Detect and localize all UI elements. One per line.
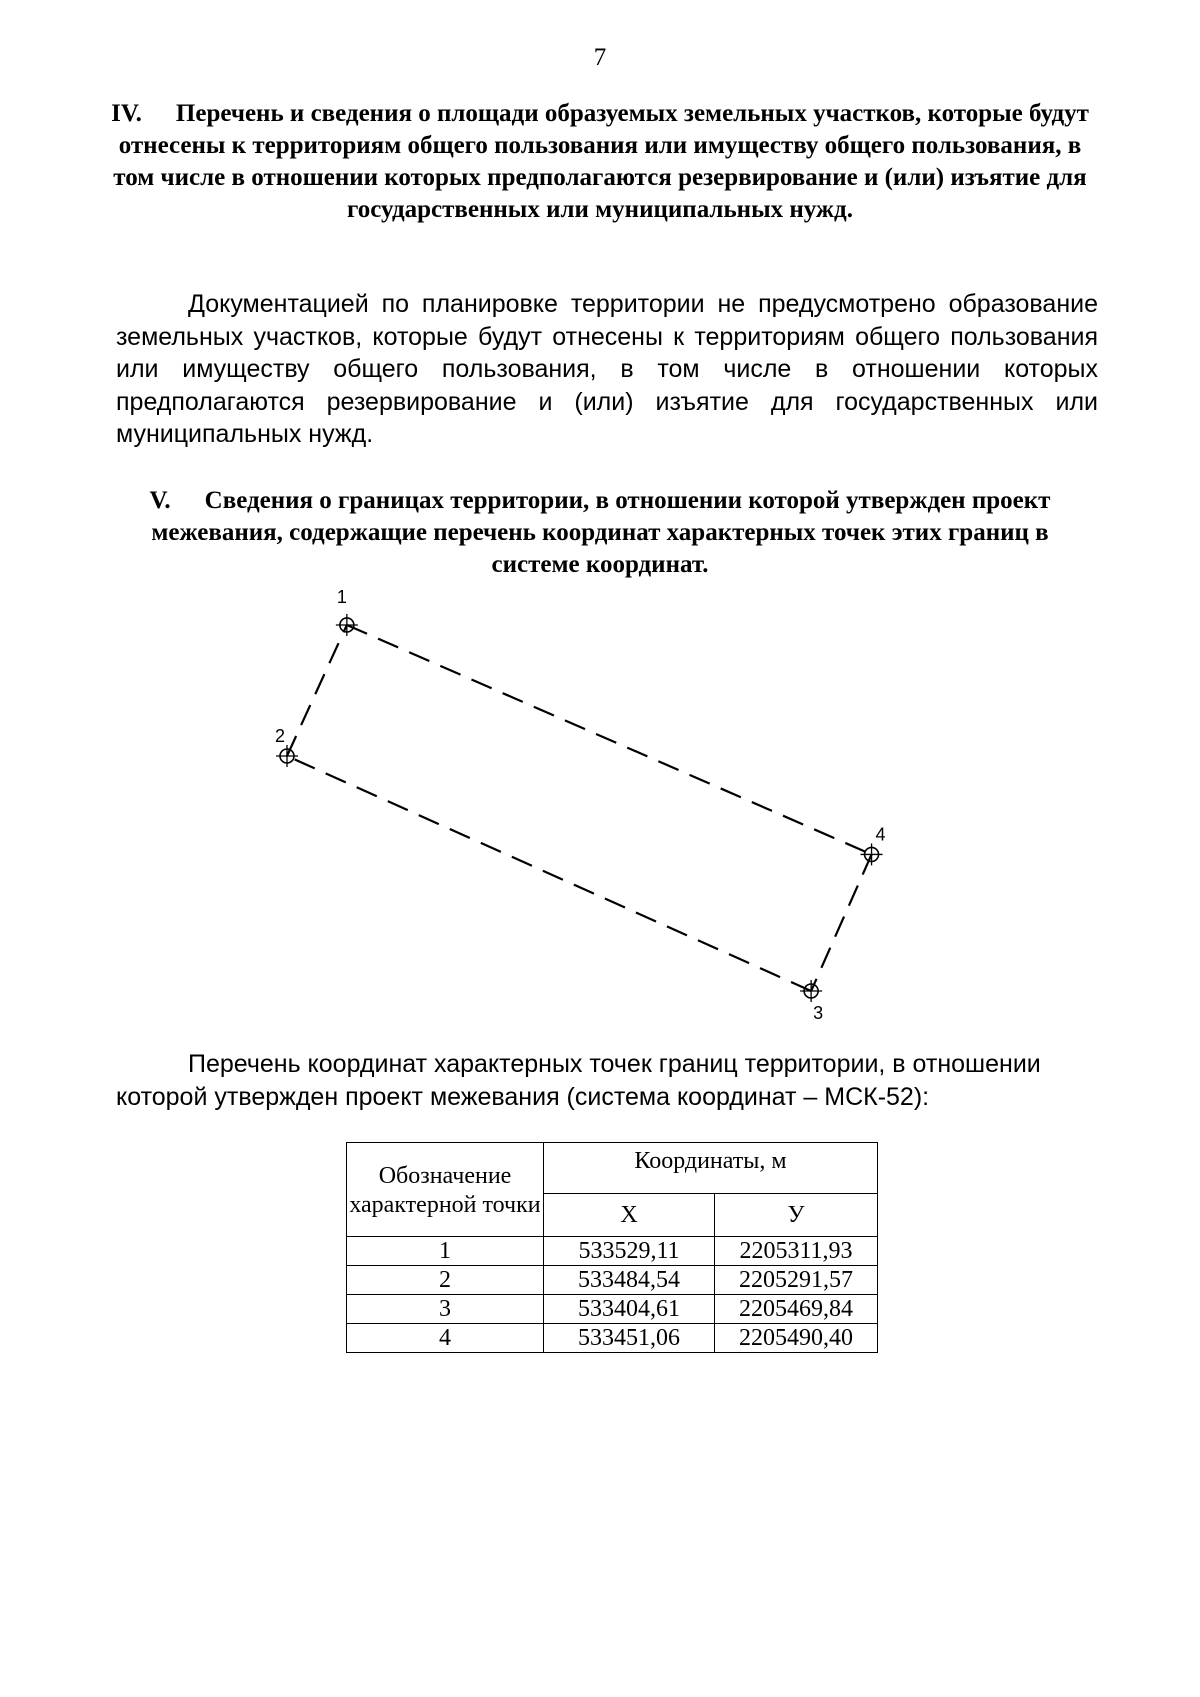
header-point: Обозначение характерной точки	[347, 1143, 544, 1237]
table-row	[347, 1237, 878, 1266]
cell-point: 2	[347, 1266, 544, 1295]
boundary-points	[275, 587, 886, 1023]
boundary-edge	[287, 625, 347, 756]
cell-x: 533404,61	[544, 1295, 715, 1324]
boundary-edge	[811, 854, 871, 991]
boundary-edge	[287, 756, 811, 991]
header-coordinates: Координаты, м	[544, 1143, 878, 1194]
table-row	[347, 1295, 878, 1324]
section-iv-paragraph: Документацией по планировке территории не предусмотрено образование земельных участков, которые будут отнесены к территориям общего пользования или имуществу общего пользования, в том числе в отношении которых предполагаются резервирование и (или) изъятие для государственных или муниципальных нужд.	[116, 290, 1098, 448]
cell-y: 2205291,57	[715, 1266, 878, 1295]
coordinates-intro: Перечень координат характерных точек границ территории, в отношении которой утвержден проект межевания (система координат – МСК-52):	[116, 1050, 1041, 1111]
cell-y: 2205490,40	[715, 1324, 878, 1353]
boundary-point-label: 4	[875, 824, 886, 845]
section-v-title: Сведения о границах территории, в отношении которой утвержден проект межевания, содержащие перечень координат характерных точек этих границ в системе координат.	[151, 487, 1051, 578]
section-iv-title: Перечень и сведения о площади образуемых земельных участков, которые будут отнесены к территориям общего пользования или имуществу общего пользования, в том числе в отношении которых предполагаются резервирование и (или) изъятие для государственных или муниципальных нужд.	[113, 100, 1089, 223]
boundary-edges	[287, 625, 872, 991]
cell-x: 533484,54	[544, 1266, 715, 1295]
boundary-point-marker	[275, 726, 298, 767]
cell-point: 3	[347, 1295, 544, 1324]
cell-y: 2205469,84	[715, 1295, 878, 1324]
section-iv-number: IV.	[111, 100, 142, 127]
boundary-point-marker	[861, 824, 886, 865]
cell-point: 1	[347, 1237, 544, 1266]
boundary-edge	[347, 625, 872, 854]
table-row	[347, 1324, 878, 1353]
cell-x: 533451,06	[544, 1324, 715, 1353]
boundary-point-label: 3	[813, 1002, 824, 1023]
cell-point: 4	[347, 1324, 544, 1353]
header-y: У	[715, 1194, 878, 1237]
boundary-point-label: 1	[336, 586, 347, 607]
coordinates-table	[346, 1142, 878, 1353]
cell-x: 533529,11	[544, 1237, 715, 1266]
page-number: 7	[593, 44, 607, 71]
table-row	[347, 1266, 878, 1295]
cell-y: 2205311,93	[715, 1237, 878, 1266]
header-x: X	[544, 1194, 715, 1237]
boundary-point-label: 2	[275, 726, 286, 746]
section-v-number: V.	[149, 487, 171, 514]
